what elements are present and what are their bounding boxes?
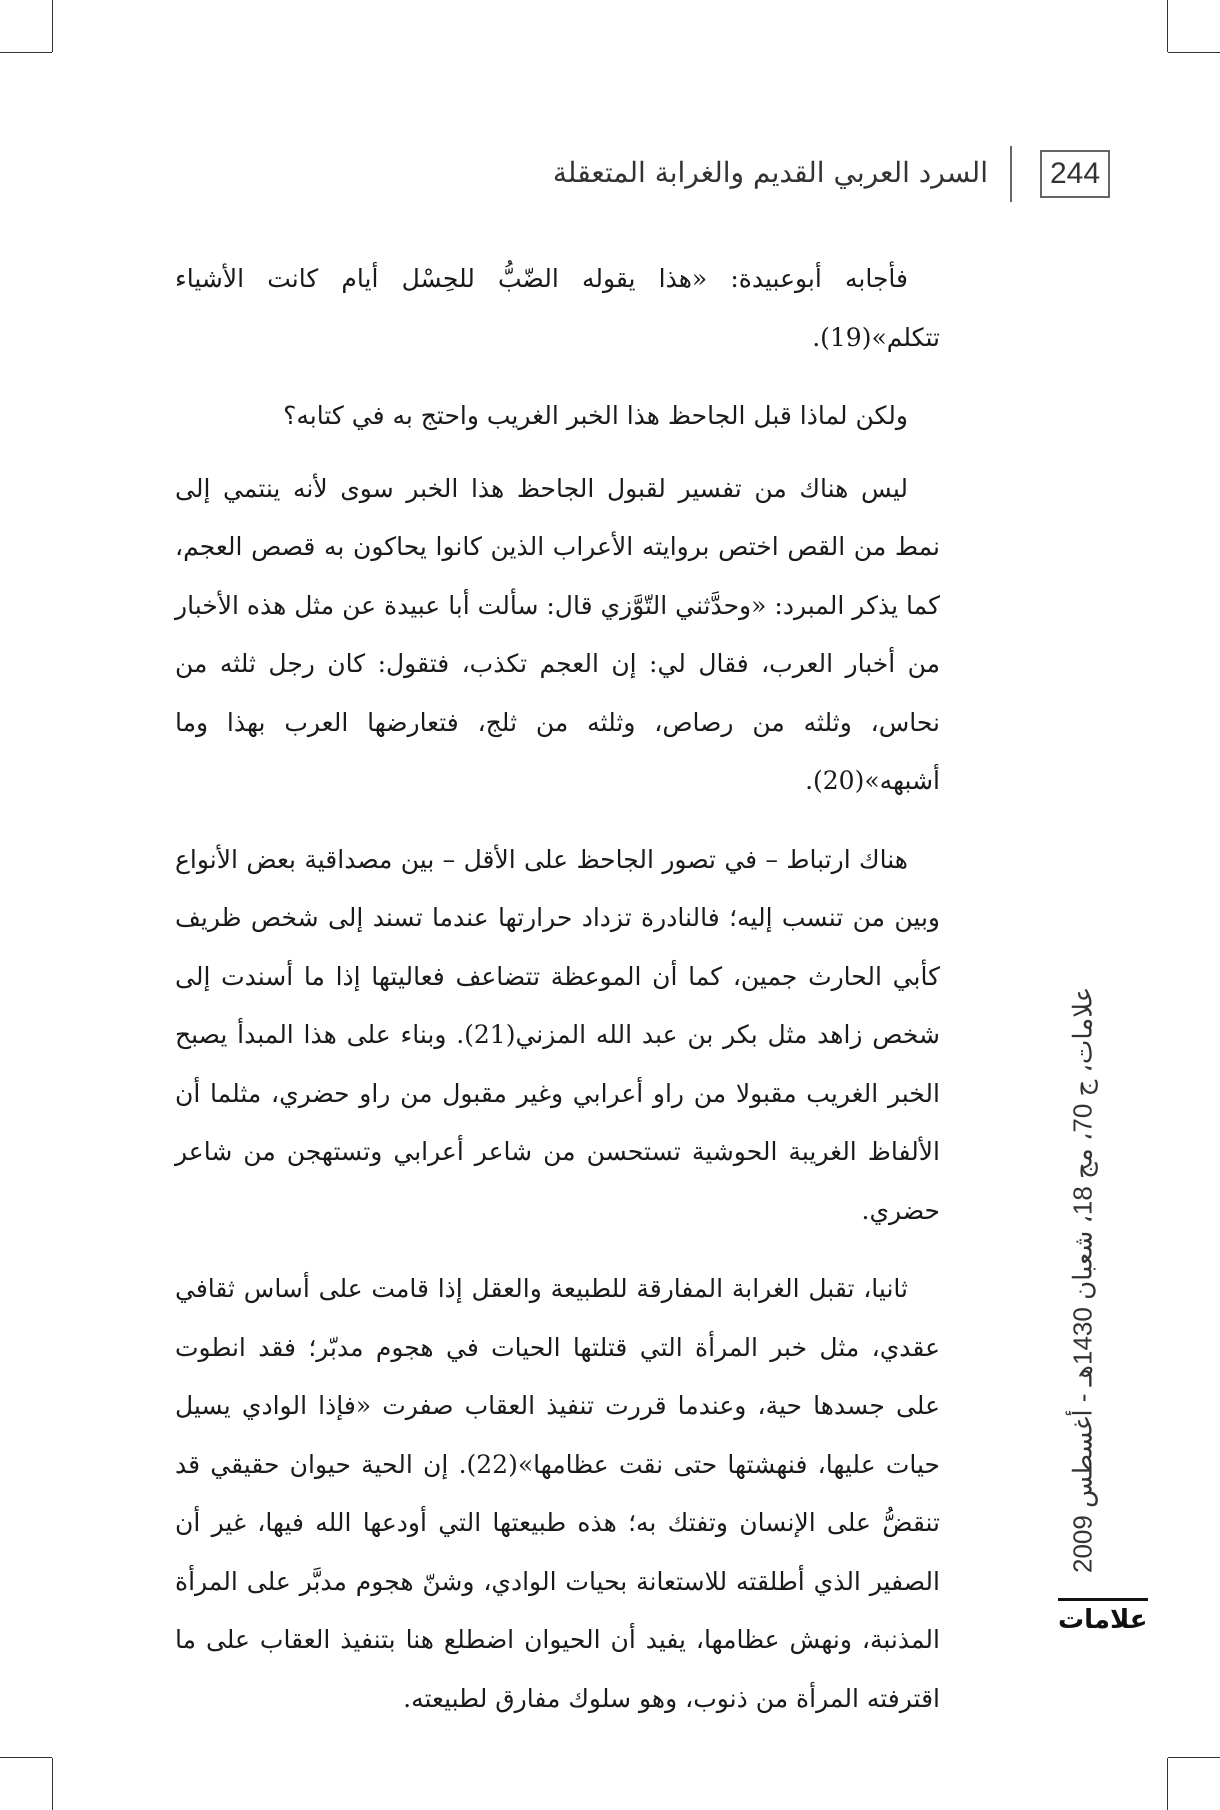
paragraph: ولكن لماذا قبل الجاحظ هذا الخبر الغريب واحتج به في كتابه؟ [283,401,908,430]
crop-mark [1167,1758,1168,1810]
crop-mark [1168,52,1220,53]
page-header [0,150,1220,210]
crop-mark [52,1758,53,1810]
crop-mark [0,52,52,53]
paragraph: فأجابه أبوعبيدة: «هذا يقوله الضّبُّ للحِسْل أيام كانت الأشياء تتكلم»(19). [175,264,940,352]
header-divider [1010,146,1012,202]
running-title: السرد العربي القديم والغرابة المتعقلة [552,156,988,189]
paragraph: ثانيا، تقبل الغرابة المفارقة للطبيعة والعقل إذا قامت على أساس ثقافي عقدي، مثل خبر المرأة التي قتلتها الحيات في هجوم مدبّر؛ فقد انطوت على جسدها حية، وعندما قررت تنفيذ العقاب صفرت «فإذا الوادي يسيل حيات عليها، فنهشتها حتى نقت عظامها»(22). إن الحية حيوان حقيقي قد تنقضُّ على الإنسان وتفتك به؛ هذه طبيعتها التي أودعها الله فيها، غير أن الصفير الذي أطلقته للاستعانة بحيات الوادي، وشنّ هجوم مدبَّر على المرأة المذنبة، ونهش عظامها، يفيد أن الحيوان اضطلع هنا بتنفيذ العقاب على ما اقترفته المرأة من ذنوب، وهو سلوك مفارق لطبيعته. [175,1274,941,1713]
crop-mark [0,1757,52,1758]
journal-citation: علامات، ج 70، مج 18، شعبان 1430هـ - أغسطس 2009 [1067,986,1098,1574]
paragraph: ليس هناك من تفسير لقبول الجاحظ هذا الخبر سوى لأنه ينتمي إلى نمط من القص اختص بروايته الأعراب الذين كانوا يحاكون به قصص العجم، كما يذكر المبرد: «وحدَّثني التّوَّزي قال: سألت أبا عبيدة عن مثل هذه الأخبار من أخبار العرب، فقال لي: إن العجم تكذب، فتقول: كان رجل ثلثه من نحاس، وثلثه من رصاص، وثلثه من ثلج، فتعارضها العرب بهذا وما أشبهه»(20). [175,473,940,795]
journal-logo: علامات [1058,1598,1148,1635]
page-number: 244 [1040,150,1110,198]
paragraph: هناك ارتباط – في تصور الجاحظ على الأقل – بين مصداقية بعض الأنواع وبين من تنسب إليه؛ فالنادرة تزداد حرارتها عندما تسند إلى شخص ظريف كأبي الحارث جمين، كما أن الموعظة تتضاعف فعاليتها إذا ما أسندت إلى شخص زاهد مثل بكر بن عبد الله المزني(21). وبناء على هذا المبدأ يصبح الخبر الغريب مقبولا من راو أعرابي وغير مقبول من راو حضري، مثلما أن الألفاظ الغريبة الحوشية تستحسن من شاعر أعرابي وتستهجن من شاعر حضري. [175,844,940,1225]
crop-mark [1167,0,1168,52]
crop-mark [52,0,53,52]
crop-mark [1168,1757,1220,1758]
body-text [175,250,940,1748]
